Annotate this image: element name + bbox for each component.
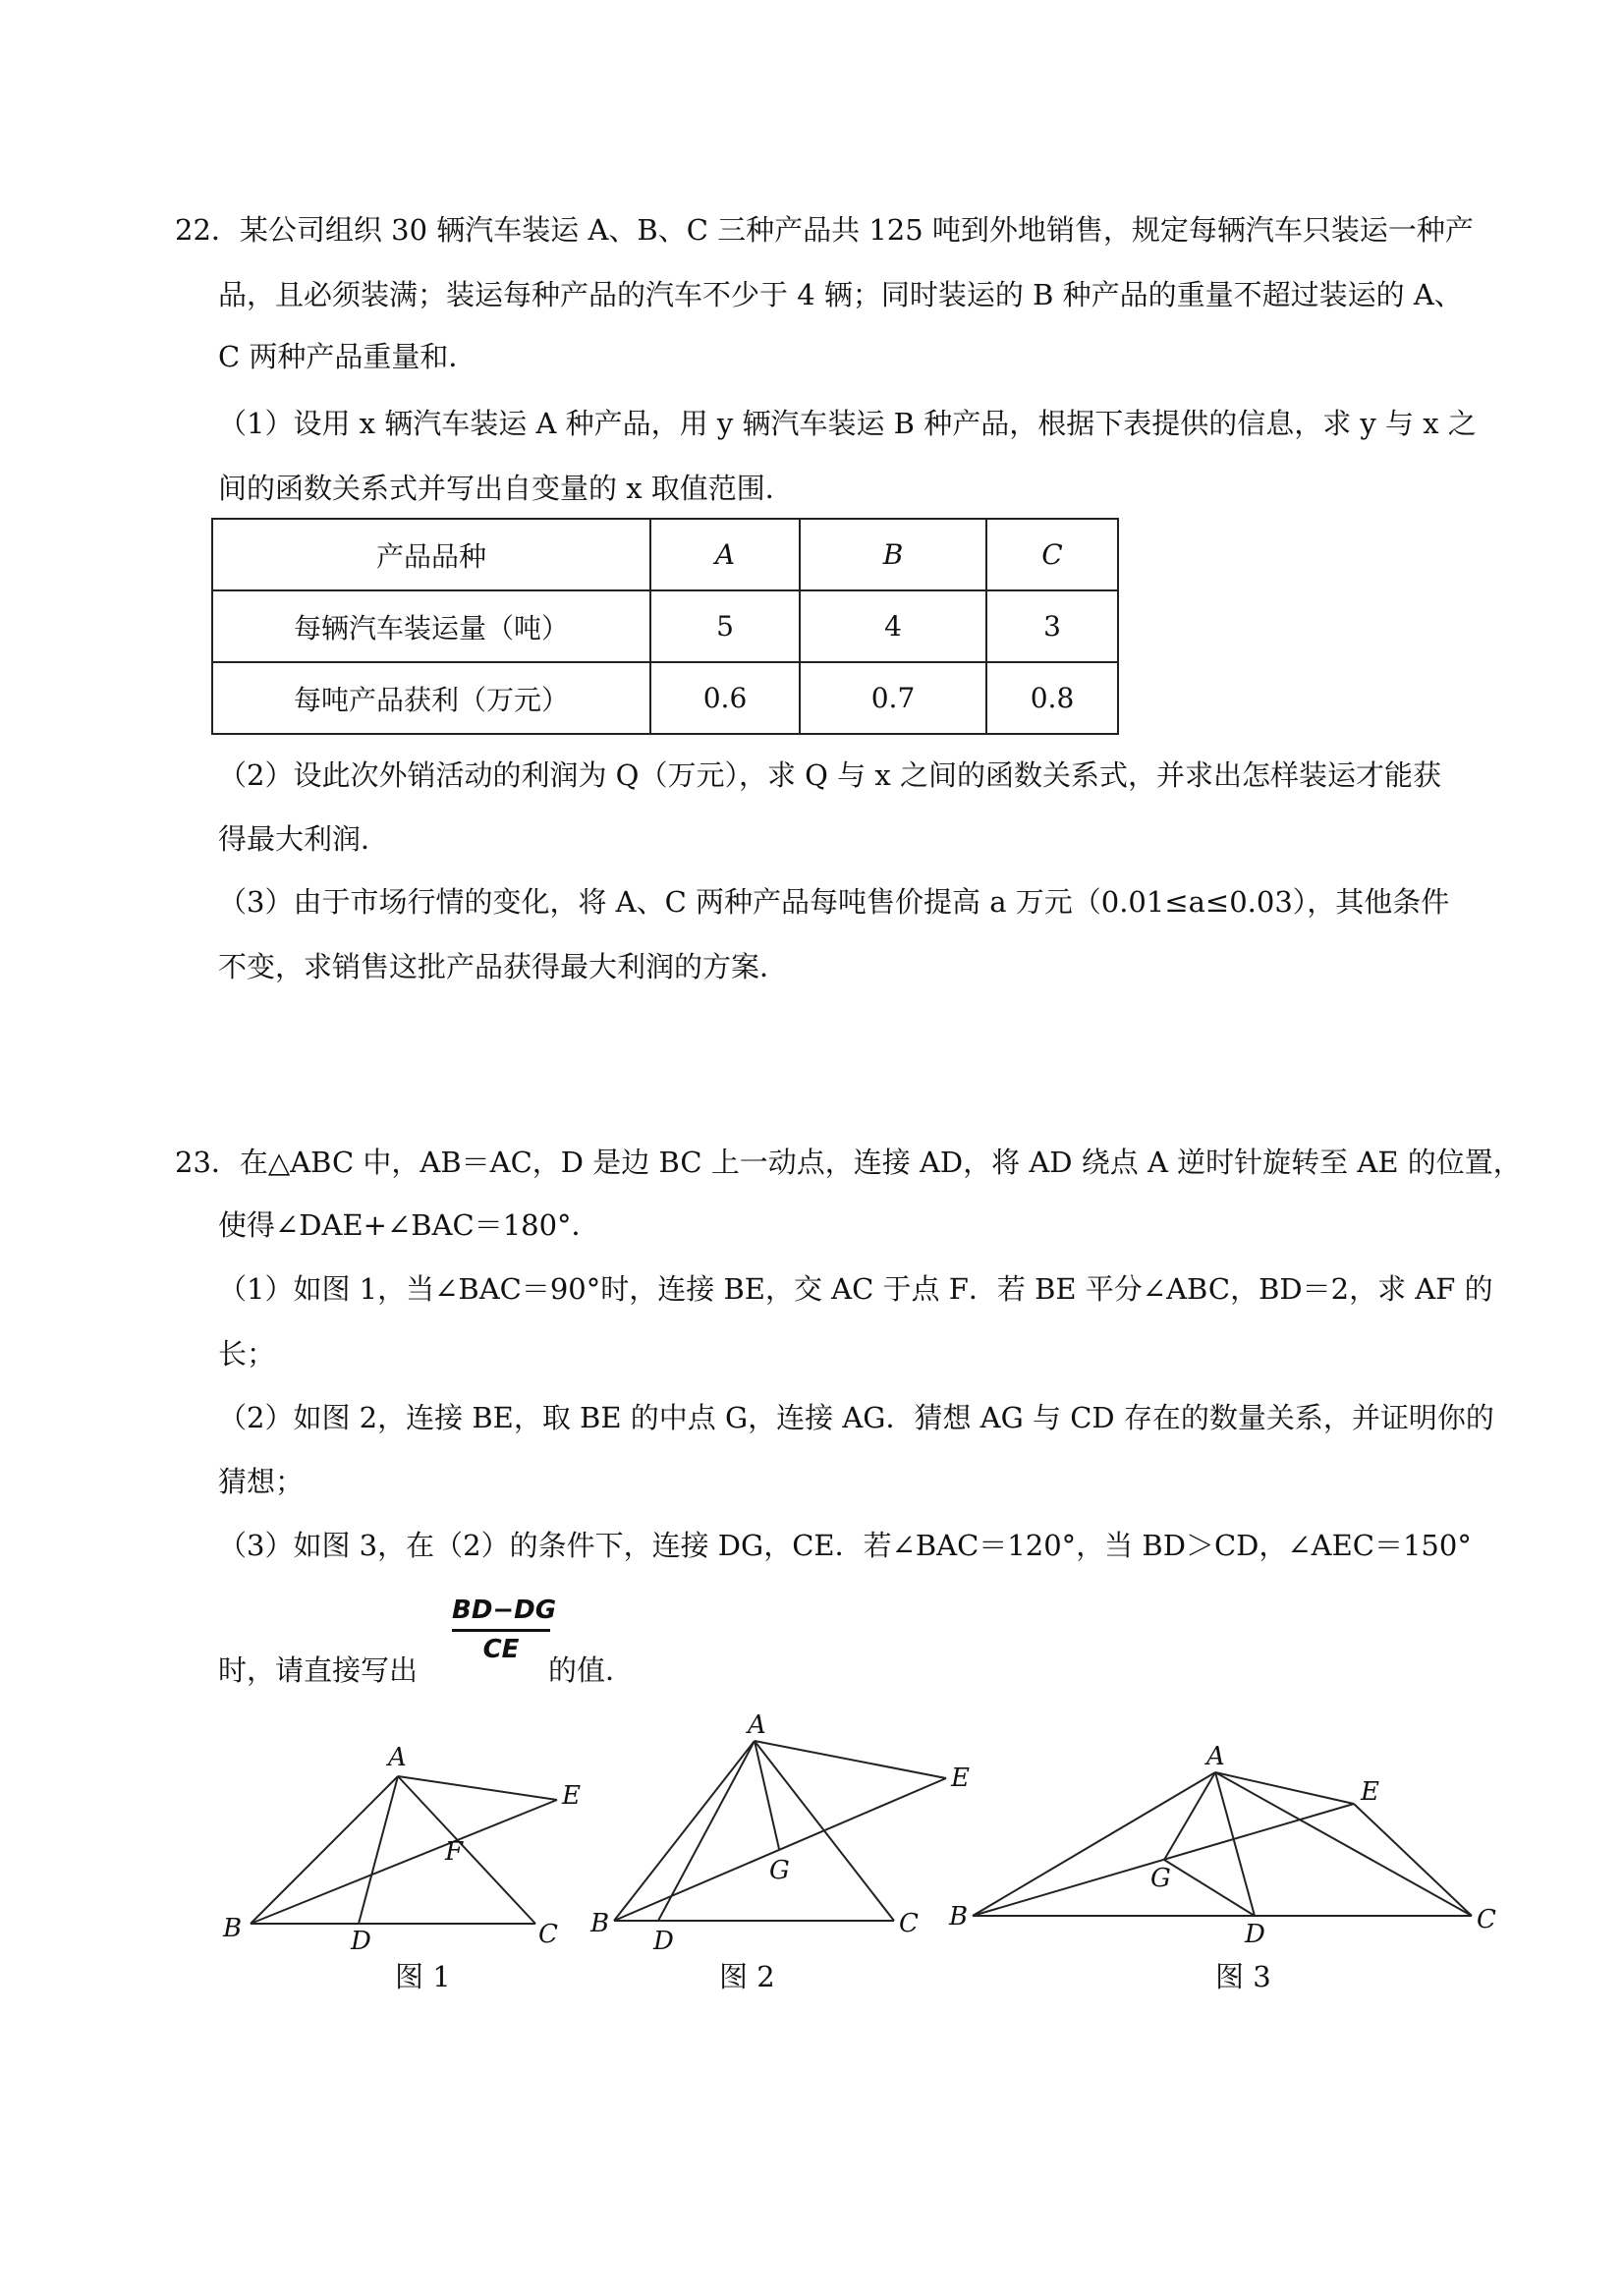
figure-1-caption: 图 1 [395, 1960, 451, 1993]
table-cell: 每辆汽车装运量（吨） [212, 590, 650, 662]
label-e: E [1361, 1777, 1379, 1807]
q23-part2-line1: （2）如图 2，连接 BE，取 BE 的中点 G，连接 AG．猜想 AG 与 CD 存在的数量关系，并证明你的 [218, 1401, 1494, 1434]
label-g: G [769, 1856, 790, 1885]
label-e: E [951, 1764, 970, 1793]
table-cell: 0.7 [800, 662, 986, 734]
segment-ae [755, 1741, 946, 1778]
q23-part2-line2: 猜想； [218, 1465, 305, 1498]
label-g: G [1150, 1864, 1171, 1893]
label-d: D [1245, 1920, 1265, 1949]
q22-part3-line2: 不变，求销售这批产品获得最大利润的方案． [218, 950, 789, 983]
fraction-numerator: BD−DG [452, 1596, 557, 1625]
label-b: B [949, 1902, 969, 1932]
label-d: D [351, 1927, 371, 1955]
segment-ac [1215, 1772, 1472, 1916]
table-header-row [212, 519, 1118, 590]
label-a: A [1206, 1742, 1225, 1771]
segment-ad [658, 1741, 755, 1921]
figure-1-diagram [211, 1709, 585, 1955]
table-row [212, 590, 1118, 662]
segment-be [251, 1800, 557, 1924]
q23-line2: 使得∠DAE+∠BAC＝180°． [218, 1208, 600, 1242]
q23-part3-prefix: 时，请直接写出 [218, 1653, 419, 1687]
figure-2-diagram [585, 1709, 997, 1955]
label-c: C [1477, 1905, 1496, 1934]
segment-ab [251, 1776, 398, 1924]
label-a: A [388, 1743, 407, 1772]
q22-part2-line2: 得最大利润． [218, 822, 390, 856]
figure-2-caption: 图 2 [719, 1960, 775, 1993]
label-c: C [899, 1909, 919, 1938]
segment-ae [398, 1776, 557, 1800]
segment-ab [614, 1741, 755, 1921]
figure-3-caption: 图 3 [1215, 1960, 1271, 1993]
label-f: F [445, 1837, 464, 1867]
product-table [211, 518, 1119, 735]
q23-line1: 23．在△ABC 中，AB＝AC，D 是边 BC 上一动点，连接 AD，将 AD 绕点 A 逆时针旋转至 AE 的位置， [175, 1146, 1522, 1179]
segment-ab [973, 1772, 1215, 1916]
segment-be [973, 1804, 1354, 1916]
label-e: E [562, 1781, 581, 1811]
q22-part2-line1: （2）设此次外销活动的利润为 Q（万元），求 Q 与 x 之间的函数关系式，并求出怎样装运才能获 [218, 758, 1441, 792]
q22-line1: 22．某公司组织 30 辆汽车装运 A、B、C 三种产品共 125 吨到外地销售，规定每辆汽车只装运一种产 [175, 213, 1474, 247]
table-cell: 0.8 [986, 662, 1118, 734]
fraction-denominator: CE [482, 1635, 520, 1664]
q22-part3-line1: （3）由于市场行情的变化，将 A、C 两种产品每吨售价提高 a 万元（0.01≤a≤0.03），其他条件 [218, 885, 1450, 919]
table-row [212, 662, 1118, 734]
table-cell: B [800, 519, 986, 590]
q22-part1-line1: （1）设用 x 辆汽车装运 A 种产品，用 y 辆汽车装运 B 种产品，根据下表提供的信息，求 y 与 x 之 [218, 407, 1477, 440]
figure-3-diagram [943, 1709, 1523, 1955]
table-cell: A [650, 519, 800, 590]
table-cell: 4 [800, 590, 986, 662]
fraction-expression [452, 1595, 557, 1664]
label-b: B [590, 1909, 610, 1938]
label-d: D [653, 1927, 674, 1955]
table-cell: C [986, 519, 1118, 590]
q22-line2: 品，且必须装满；装运每种产品的汽车不少于 4 辆；同时装运的 B 种产品的重量不超过装运的 A、 [218, 278, 1463, 311]
q22-part1-line2: 间的函数关系式并写出自变量的 x 取值范围． [218, 472, 794, 505]
segment-ac [398, 1776, 535, 1924]
q23-part3-line1: （3）如图 3，在（2）的条件下，连接 DG，CE．若∠BAC＝120°，当 BD＞CD，∠AEC＝150° [218, 1529, 1472, 1562]
label-a: A [748, 1710, 766, 1740]
label-c: C [538, 1920, 558, 1949]
table-cell: 产品品种 [212, 519, 650, 590]
segment-be [614, 1778, 946, 1921]
label-b: B [223, 1914, 243, 1943]
q23-part1-line1: （1）如图 1，当∠BAC＝90°时，连接 BE，交 AC 于点 F．若 BE 平分∠ABC，BD＝2，求 AF 的 [218, 1272, 1493, 1306]
segment-ad [359, 1776, 398, 1924]
q23-part3-suffix: 的值． [548, 1653, 635, 1687]
segment-ae [1215, 1772, 1354, 1804]
table-cell: 0.6 [650, 662, 800, 734]
table-cell: 每吨产品获利（万元） [212, 662, 650, 734]
q23-part1-line2: 长； [218, 1337, 276, 1371]
table-cell: 3 [986, 590, 1118, 662]
fraction-bar [452, 1629, 550, 1632]
table-cell: 5 [650, 590, 800, 662]
q22-line3: C 两种产品重量和． [218, 340, 477, 373]
